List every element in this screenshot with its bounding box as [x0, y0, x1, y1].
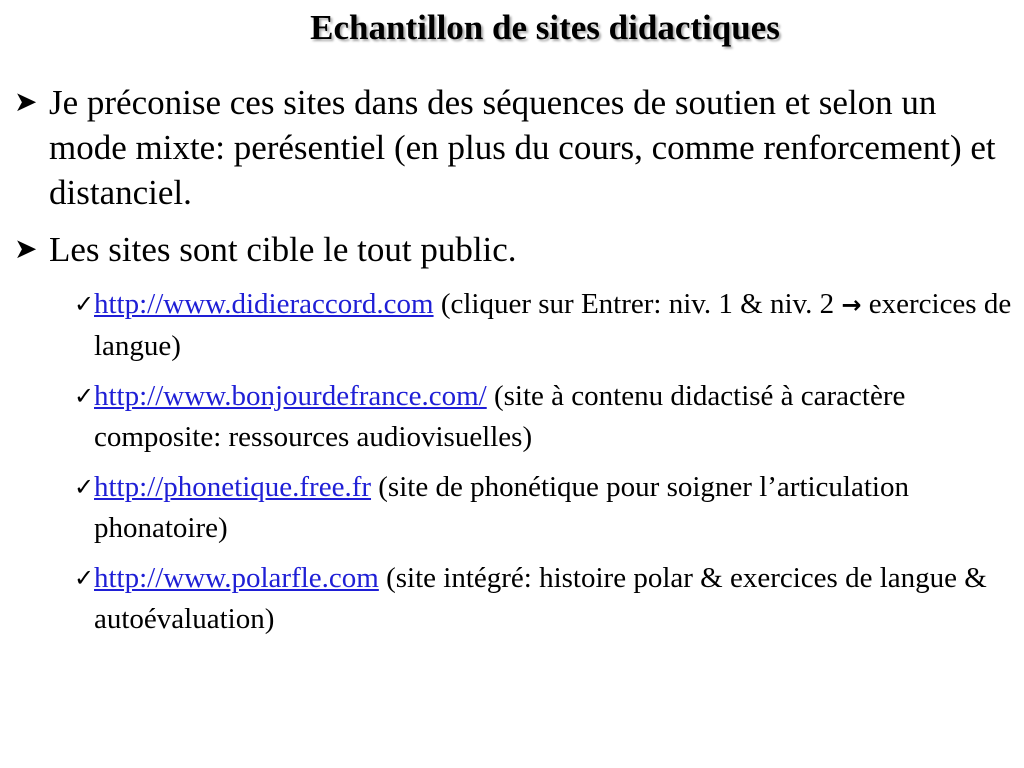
arrowhead-bullet-icon: ➤: [14, 87, 38, 118]
slide-content: [14, 80, 1014, 649]
site-item-didieraccord: [76, 284, 1014, 367]
site-description: (site intégré: histoire polar & exercices de langue & autoévaluation): [94, 562, 987, 635]
site-description: (site à contenu didactisé à caractère composite: ressources audiovisuelles): [94, 380, 906, 453]
site-link-phonetique[interactable]: http://phonetique.free.fr: [94, 471, 372, 503]
right-arrow-icon: →: [841, 291, 862, 319]
slide-title: Echantillon de sites didactiques: [310, 8, 780, 47]
site-link-polarfle[interactable]: http://www.polarfle.com: [94, 562, 379, 594]
bullet-preconise: [14, 80, 1014, 215]
site-item-polarfle: [76, 558, 1014, 640]
checkmark-icon: ✓: [74, 473, 95, 501]
bullet-public: [14, 227, 1014, 272]
checkmark-icon: ✓: [74, 290, 95, 318]
site-item-bonjourdefrance: [76, 376, 1014, 458]
site-link-didieraccord[interactable]: http://www.didieraccord.com: [94, 288, 434, 320]
site-description-cont: exercices de langue): [94, 288, 1012, 362]
site-description: (site de phonétique pour soigner l’articulation phonatoire): [94, 471, 909, 544]
bullet-text: Les sites sont cible le tout public.: [49, 230, 517, 269]
arrowhead-bullet-icon: ➤: [14, 234, 38, 265]
site-item-phonetique: [76, 467, 1014, 549]
site-link-bonjourdefrance[interactable]: http://www.bonjourdefrance.com/: [94, 380, 487, 412]
checkmark-icon: ✓: [74, 382, 95, 410]
checkmark-icon: ✓: [74, 564, 95, 592]
site-description: (cliquer sur Entrer: niv. 1 & niv. 2: [433, 288, 842, 320]
bullet-text: Je préconise ces sites dans des séquences de soutien et selon un mode mixte: perésentiel (en plus du cours, comme renforcement) et distanciel.: [49, 83, 996, 212]
